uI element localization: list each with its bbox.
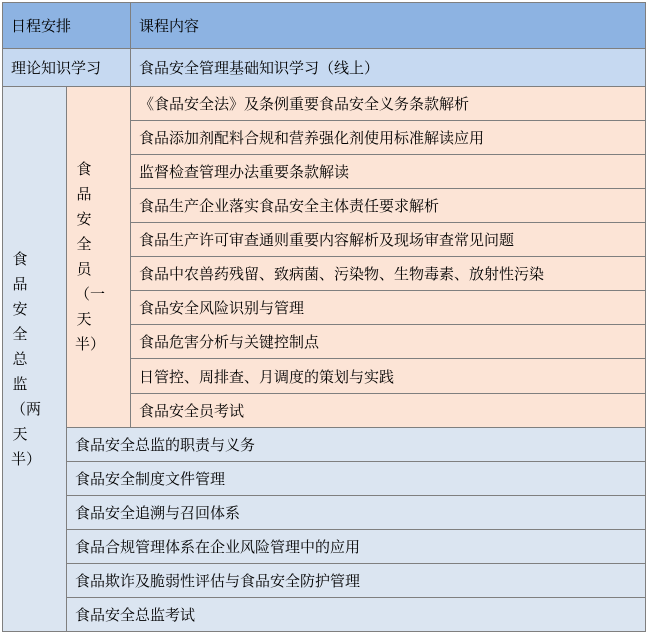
officer-label: 食品安全员（一天半） <box>75 159 106 353</box>
director-course: 食品欺诈及脆弱性评估与食品安全防护管理 <box>67 563 646 597</box>
officer-course: 食品危害分析与关键控制点 <box>131 325 646 359</box>
theory-course: 食品安全管理基础知识学习（线上） <box>131 49 646 87</box>
officer-exam: 食品安全员考试 <box>131 393 646 427</box>
officer-course: 食品生产许可审查通则重要内容解析及现场审查常见问题 <box>131 223 646 257</box>
officer-course: 食品中农兽药残留、致病菌、污染物、生物毒素、放射性污染 <box>131 257 646 291</box>
director-label-cell <box>3 87 67 632</box>
director-exam: 食品安全总监考试 <box>67 597 646 631</box>
table-row <box>3 597 646 631</box>
director-course: 食品安全追溯与召回体系 <box>67 495 646 529</box>
course-schedule-table <box>2 2 646 632</box>
header-row <box>3 3 646 49</box>
schedule-header: 日程安排 <box>3 3 131 49</box>
table-row <box>3 529 646 563</box>
theory-label: 理论知识学习 <box>3 49 131 87</box>
table-row <box>3 427 646 461</box>
table-row <box>3 461 646 495</box>
content-header: 课程内容 <box>131 3 646 49</box>
director-label: 食品安全总监（两天半） <box>11 249 42 468</box>
officer-course: 《食品安全法》及条例重要食品安全义务条款解析 <box>131 87 646 121</box>
director-course: 食品安全制度文件管理 <box>67 461 646 495</box>
officer-course: 日管控、周排查、月调度的策划与实践 <box>131 359 646 393</box>
director-course: 食品安全总监的职责与义务 <box>67 427 646 461</box>
theory-row <box>3 49 646 87</box>
table-row <box>3 495 646 529</box>
officer-course: 食品安全风险识别与管理 <box>131 291 646 325</box>
officer-course: 食品添加剂配料合规和营养强化剂使用标准解读应用 <box>131 121 646 155</box>
table-row <box>3 87 646 121</box>
officer-label-cell <box>67 87 131 427</box>
table-row <box>3 563 646 597</box>
director-course: 食品合规管理体系在企业风险管理中的应用 <box>67 529 646 563</box>
officer-course: 食品生产企业落实食品安全主体责任要求解析 <box>131 189 646 223</box>
officer-course: 监督检查管理办法重要条款解读 <box>131 155 646 189</box>
